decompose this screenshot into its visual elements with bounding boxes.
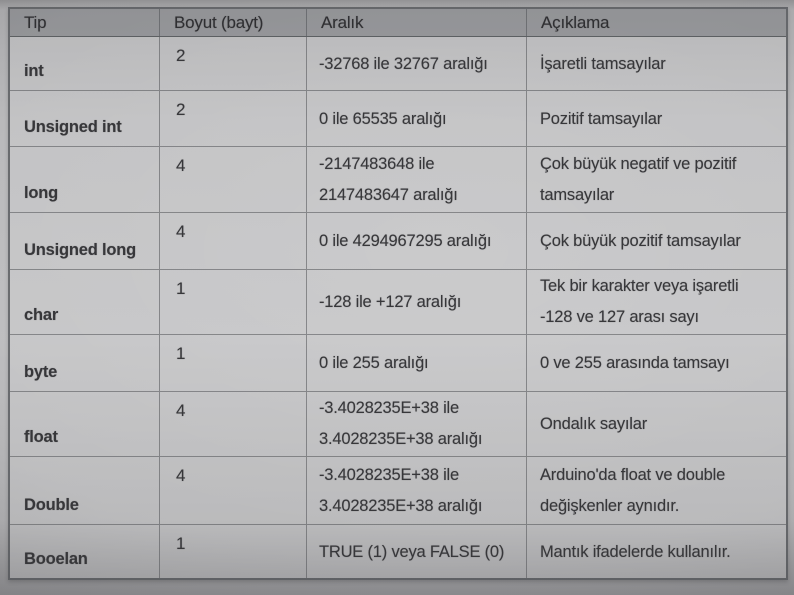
- cell-size: [160, 270, 307, 334]
- table-row-unsigned-int: [10, 91, 786, 147]
- type-name: long: [24, 184, 59, 202]
- cell-type-name: [10, 147, 160, 212]
- header-label-boyut: Boyut (bayt): [174, 12, 264, 32]
- cell-description: [527, 335, 786, 391]
- range-line: TRUE (1) veya FALSE (0): [319, 542, 505, 561]
- range-line: 3.4028235E+38 aralığı: [319, 430, 483, 448]
- description-line: Çok büyük negatif ve pozitif: [540, 154, 737, 173]
- size-value: 4: [176, 156, 186, 175]
- description-line: -128 ve 127 arası sayı: [540, 308, 699, 326]
- cell-size: [160, 457, 307, 524]
- description-line: değişkenler aynıdır.: [540, 496, 680, 515]
- cell-type-name: [10, 270, 160, 334]
- cell-size: [160, 91, 307, 146]
- range-line: -3.4028235E+38 ile: [319, 465, 459, 484]
- description-line: İşaretli tamsayılar: [540, 54, 666, 73]
- cell-type-name: [10, 335, 160, 391]
- data-types-table: [8, 7, 788, 580]
- description-line: Çok büyük pozitif tamsayılar: [540, 232, 741, 250]
- description-line: Mantık ifadelerde kullanılır.: [540, 542, 731, 561]
- cell-description: [527, 213, 786, 269]
- range-line: 3.4028235E+38 aralığı: [319, 496, 483, 515]
- table-row-int: [10, 37, 786, 91]
- size-value: 1: [176, 534, 186, 553]
- cell-range: [307, 91, 527, 146]
- cell-description: [527, 525, 786, 578]
- cell-range: [307, 392, 527, 456]
- size-value: 4: [176, 466, 186, 485]
- range-line: 2147483647 aralığı: [319, 185, 458, 204]
- range-line: -128 ile +127 aralığı: [319, 292, 462, 311]
- cell-size: [160, 37, 307, 90]
- size-value: 1: [176, 279, 186, 298]
- table-row-double: [10, 457, 786, 525]
- type-name: Unsigned long: [24, 241, 136, 259]
- type-name: int: [24, 62, 44, 80]
- header-label-tip: Tip: [24, 12, 47, 32]
- table-row-float: [10, 392, 786, 457]
- range-line: 0 ile 65535 aralığı: [319, 109, 447, 128]
- range-line: 0 ile 255 aralığı: [319, 354, 429, 372]
- cell-type-name: [10, 457, 160, 524]
- cell-description: [527, 392, 786, 456]
- cell-size: [160, 213, 307, 269]
- cell-range: [307, 457, 527, 524]
- type-name: Double: [24, 496, 79, 514]
- table-row-char: [10, 270, 786, 335]
- header-label-aralik: Aralık: [321, 12, 364, 32]
- cell-range: [307, 525, 527, 578]
- description-line: Arduino'da float ve double: [540, 465, 726, 484]
- description-line: 0 ve 255 arasında tamsayı: [540, 354, 730, 372]
- cell-range: [307, 270, 527, 334]
- header-cell-boyut: [160, 9, 307, 36]
- size-value: 2: [176, 46, 186, 65]
- table-header-row: [10, 9, 786, 37]
- cell-range: [307, 213, 527, 269]
- size-value: 4: [176, 222, 186, 241]
- description-line: Ondalık sayılar: [540, 414, 648, 433]
- cell-type-name: [10, 91, 160, 146]
- cell-description: [527, 91, 786, 146]
- range-line: -2147483648 ile: [319, 154, 435, 173]
- cell-type-name: [10, 213, 160, 269]
- cell-description: [527, 270, 786, 334]
- table-row-booelan: [10, 525, 786, 578]
- header-label-aciklama: Açıklama: [541, 12, 610, 32]
- type-name: byte: [24, 363, 58, 381]
- type-name: char: [24, 306, 59, 324]
- table-row-unsigned-long: [10, 213, 786, 270]
- header-cell-aciklama: [527, 9, 786, 36]
- table-row-long: [10, 147, 786, 213]
- cell-type-name: [10, 37, 160, 90]
- cell-range: [307, 147, 527, 212]
- table-row-byte: [10, 335, 786, 392]
- cell-type-name: [10, 392, 160, 456]
- cell-description: [527, 457, 786, 524]
- size-value: 1: [176, 344, 186, 363]
- cell-size: [160, 525, 307, 578]
- cell-range: [307, 335, 527, 391]
- type-name: Unsigned int: [24, 118, 122, 136]
- cell-size: [160, 147, 307, 212]
- range-line: 0 ile 4294967295 aralığı: [319, 232, 492, 250]
- header-cell-aralik: [307, 9, 527, 36]
- type-name: Booelan: [24, 550, 88, 568]
- header-cell-tip: [10, 9, 160, 36]
- description-line: tamsayılar: [540, 185, 615, 204]
- cell-size: [160, 392, 307, 456]
- size-value: 4: [176, 401, 186, 420]
- cell-size: [160, 335, 307, 391]
- cell-description: [527, 37, 786, 90]
- cell-range: [307, 37, 527, 90]
- range-line: -32768 ile 32767 aralığı: [319, 54, 488, 73]
- type-name: float: [24, 428, 58, 446]
- description-line: Tek bir karakter veya işaretli: [540, 277, 739, 295]
- description-line: Pozitif tamsayılar: [540, 109, 663, 128]
- range-line: -3.4028235E+38 ile: [319, 399, 459, 417]
- cell-type-name: [10, 525, 160, 578]
- size-value: 2: [176, 100, 186, 119]
- cell-description: [527, 147, 786, 212]
